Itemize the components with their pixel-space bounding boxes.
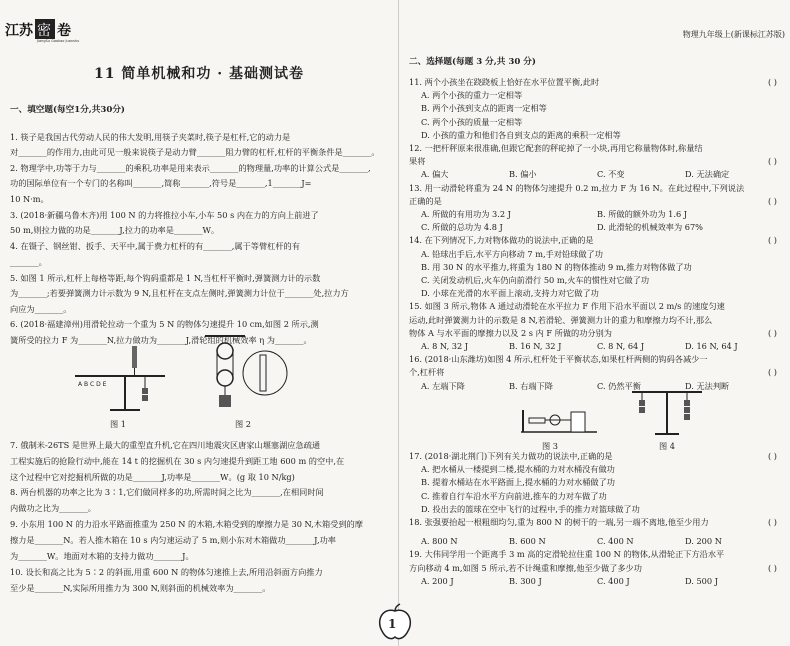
choice-option: C. 400 N	[597, 536, 634, 547]
choice-option: D. 200 N	[685, 536, 722, 547]
fill-in-line: 簧所受的拉力 F 为_______N,拉力做功为_______J,滑轮组的机械效率 η 为_______。	[10, 335, 312, 345]
fill-in-line: 擦力是_______N。若人推木箱在 10 s 内匀速运动了 5 m,则小东对木箱做功_______J,功率	[10, 535, 336, 545]
question-line: 正确的是	[409, 195, 442, 206]
svg-text:江苏: 江苏	[5, 23, 33, 39]
answer-paren: ( )	[768, 517, 777, 527]
fill-in-line: 至少是_______N,实际所用推力为 300 N,则斜面的机械效率为_______。	[10, 583, 271, 593]
figure-3-pulley-system	[519, 400, 599, 440]
fill-in-line: 为_______W。地面对木箱的支持力做功_______J。	[10, 551, 194, 561]
fill-in-line: _______。	[10, 257, 47, 267]
choice-option: D. 投出去的篮球在空中飞行的过程中,手的推力对篮球做了功	[421, 503, 640, 514]
question-line: 果将	[409, 156, 426, 167]
fill-in-line: 为_______;若要弹簧测力计示数为 9 N,且杠杆在支点左侧时,弹簧测力计位于_______处,拉力方	[10, 288, 349, 298]
page-title: 11 简单机械和功 · 基础测试卷	[94, 66, 304, 82]
choice-option: B. 用 30 N 的水平推力,将重为 180 N 的物体推动 9 m,推力对物体做了功	[421, 261, 692, 272]
choice-option: D. 无法判断	[685, 380, 730, 391]
jiangsu-mijuan-logo	[5, 17, 115, 43]
choice-option: D. 500 J	[685, 575, 718, 586]
section-fill-in: 一、填空题(每空1分,共30分)	[10, 105, 126, 115]
question-line: 运动,此时弹簧测力计的示数是 8 N,若滑轮、弹簧测力计的重力和摩擦力均不计,那么	[409, 314, 713, 325]
right-page	[398, 0, 790, 646]
choice-option: A. 8 N, 32 J	[421, 341, 469, 351]
question-line: 16. (2018·山东潍坊)如图 4 所示,杠杆处于平衡状态,如果杠杆两侧的钩码各减少一	[409, 354, 708, 365]
fill-in-line: 这个过程中它对挖掘机所做的功是_______J,功率是_______W。(g 取 10 N/kg)	[10, 472, 295, 482]
choice-option: A. 两个小孩的重力一定相等	[421, 90, 523, 101]
fill-in-line: 5. 如图 1 所示,杠杆上每格等距,每个钩码重都是 1 N,当杠杆平衡时,弹簧测力计的示数	[10, 273, 321, 283]
question-line: 11. 两个小孩坐在跷跷板上恰好在水平位置平衡,此时	[409, 77, 600, 87]
answer-paren: ( )	[768, 156, 777, 167]
question-line: 14. 在下列情况下,力对物体做功的说法中,正确的是	[409, 235, 594, 246]
question-line: 方向移动 4 m,如图 5 所示,若不计绳重和摩擦,他至少做了多少功	[409, 562, 642, 573]
answer-paren: ( )	[768, 235, 777, 246]
choice-option: C. 仍然平衡	[597, 380, 641, 391]
figure-2-pulley	[200, 333, 290, 418]
choice-option: D. 小球在光滑的水平面上滚动,支持力对它做了功	[421, 288, 599, 299]
figure-1-caption: 图 1	[110, 419, 126, 429]
choice-option: C. 所做的总功为 4.8 J	[421, 222, 503, 233]
fill-in-line: 4. 在镊子、钢丝钳、扳手、天平中,属于费力杠杆的有_______,属于等臂杠杆的有	[10, 241, 300, 251]
fill-in-line: 3. (2018·新疆乌鲁木齐)用 100 N 的力将推拉小车,小车 50 s 内在力的方向上前进了	[10, 210, 319, 220]
fill-in-line: 10 N·m。	[10, 194, 49, 204]
header-right: 物理九年级上(新课标江苏版)	[682, 30, 785, 39]
fill-in-line: 工程实施后的抢险行动中,能在 14 t 的挖掘机在 30 s 内匀速提升到距工地 600 m 的空中,在	[10, 456, 345, 466]
choice-option: A. 铅球出手后,水平方向移动 7 m,手对铅球做了功	[421, 248, 603, 259]
fill-in-line: 9. 小东用 100 N 的力沿水平路面推重为 250 N 的木箱,木箱受到的摩擦力是 30 N,木箱受到的摩	[10, 519, 363, 529]
svg-text:卷: 卷	[57, 23, 71, 39]
figure-1-lever	[70, 338, 170, 418]
fill-in-line: 6. (2018·福建漳州)用滑轮拉动一个重为 5 N 的物体匀速提升 10 cm,如图 2 所示,测	[10, 319, 319, 329]
choice-option: A. 把水桶从一楼提到二楼,提水桶的力对水桶没有做功	[421, 464, 615, 475]
choice-option: C. 不变	[597, 169, 625, 180]
answer-paren: ( )	[768, 77, 777, 87]
answer-paren: ( )	[768, 195, 777, 206]
fill-in-line: 功的国际单位有一个专门的名称叫_______,简称_______,符号是_______,1_______J=	[10, 178, 312, 188]
question-line: 19. 大伟同学用一个距离手 3 m 高的定滑轮拉住重 100 N 的物体,从滑轮正下方沿水平	[409, 549, 725, 560]
answer-paren: ( )	[768, 367, 777, 378]
answer-paren: ( )	[768, 451, 777, 461]
question-line: 18. 张强要抬起一根粗细均匀,重为 800 N 的树干的一端,另一端不离地,他至少用力	[409, 517, 709, 527]
choice-option: B. 偏小	[509, 169, 537, 180]
svg-text:A B C D E: A B C D E	[78, 381, 107, 388]
fill-in-line: 向应为_______。	[10, 304, 72, 314]
choice-option: A. 偏大	[421, 169, 449, 180]
choice-option: C. 推着自行车沿水平方向前进,推车的力对车做了功	[421, 490, 607, 501]
choice-option: A. 所做的有用功为 3.2 J	[421, 209, 511, 219]
figure-4-lever	[627, 384, 707, 440]
section-choice: 二、选择题(每题 3 分,共 30 分)	[409, 57, 536, 67]
fill-in-line: 8. 两台机器的功率之比为 3∶1,它们做同样多的功,所需时间之比为_______,在相同时间	[10, 487, 324, 497]
fill-in-line: 2. 物理学中,功等于力与_______的乘积,功率是用来表示_______的物理量,功率的计算公式是_______,	[10, 163, 371, 173]
question-line: 17. (2018·湖北荆门)下列有关力做功的说法中,正确的是	[409, 451, 613, 461]
figure-4-caption: 图 4	[659, 441, 675, 451]
question-line: 15. 如图 3 所示,物体 A 通过动滑轮在水平拉力 F 作用下沿水平面以 2 m/s 的速度匀速	[409, 301, 725, 312]
choice-option: D. 小孩的重力和他们各自到支点的距离的乘积一定相等	[421, 129, 621, 140]
choice-option: A. 200 J	[421, 575, 454, 586]
fill-in-line: 内做功之比为_______。	[10, 503, 96, 513]
question-line: 个,杠杆将	[409, 367, 445, 378]
svg-text:JiangSu Gaokao Juanshu: JiangSu Gaokao Juanshu	[37, 39, 80, 43]
choice-option: B. 两个小孩到支点的距离一定相等	[421, 103, 547, 114]
fill-in-line: 7. 俄制米-26TS 是世界上最大的重型直升机,它在四川地震灾区唐家山堰塞湖应急疏通	[10, 440, 321, 450]
svg-text:密: 密	[37, 23, 51, 39]
question-line: 物体 A 与水平面的摩擦力以及 2 s 内 F 所做的功分别为	[409, 327, 612, 338]
page-number: 1	[388, 617, 397, 631]
choice-option: B. 300 J	[509, 575, 542, 586]
choice-option: D. 16 N, 64 J	[685, 341, 738, 351]
choice-option: C. 8 N, 64 J	[597, 341, 645, 351]
choice-option: B. 提着水桶站在水平路面上,提水桶的力对水桶做了功	[421, 477, 615, 488]
choice-option: D. 此滑轮的机械效率为 67%	[597, 222, 703, 233]
fill-in-line: 对_______的作用力,由此可见一般来说筷子是动力臂_______阻力臂的杠杆,杠杆的平衡条件是_______。	[10, 147, 380, 157]
fill-in-line: 1. 筷子是我国古代劳动人民的伟大发明,用筷子夹菜时,筷子是杠杆,它的动力是	[10, 132, 291, 142]
figure-3-caption: 图 3	[542, 441, 558, 451]
answer-paren: ( )	[768, 562, 777, 573]
answer-paren: ( )	[768, 327, 777, 338]
choice-option: A. 800 N	[421, 536, 458, 547]
choice-option: C. 400 J	[597, 575, 630, 586]
choice-option: A. 左端下降	[421, 380, 465, 391]
choice-option: D. 无法确定	[685, 169, 730, 180]
choice-option: C. 两个小孩的质量一定相等	[421, 116, 523, 127]
choice-option: B. 600 N	[509, 536, 546, 547]
choice-option: B. 16 N, 32 J	[509, 341, 562, 351]
fill-in-line: 50 m,则拉力做的功是_______J,拉力的功率是_______W。	[10, 225, 220, 235]
choice-option: B. 所做的额外功为 1.6 J	[597, 209, 688, 219]
question-line: 12. 一把杆秤原来很准确,但跟它配套的秤砣掉了一小块,再用它称量物体时,称量结	[409, 143, 703, 153]
choice-option: C. 关闭发动机后,火车仍向前滑行 50 m,火车的惯性对它做了功	[421, 275, 650, 285]
figure-2-caption: 图 2	[235, 419, 251, 429]
question-line: 13. 用一动滑轮将重为 24 N 的物体匀速提升 0.2 m,拉力 F 为 16 N。在此过程中,下列说法	[409, 182, 745, 193]
fill-in-line: 10. 设长和高之比为 5∶2 的斜面,用重 600 N 的物体匀速推上去,所用沿斜面方向推力	[10, 567, 323, 577]
choice-option: B. 右端下降	[509, 380, 553, 391]
